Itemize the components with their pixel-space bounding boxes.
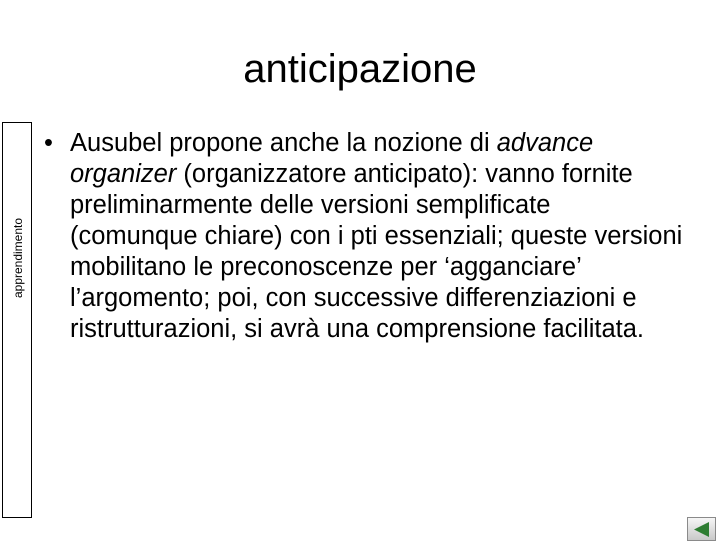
slide-body [44,128,684,345]
italic-term: advance organizer [70,129,594,188]
bullet-text [70,128,684,345]
bullet-text-rest: (organizzatore anticipato): vanno fornite preliminarmente delle versioni semplificate (comunque chiare) con i pti essenziali; queste versioni mobilitano le preconoscenze per ‘agganciare’ l’argomento; poi, con successive differenziazioni e ristrutturazioni, si avrà una comprensione facilitata. [70,160,683,343]
side-label-frame [2,122,32,518]
arrow-left-icon [692,521,712,538]
bullet-text-intro: Ausubel propone anche la nozione di [70,129,497,157]
slide-title: anticipazione [243,47,477,91]
side-label: apprendimento [11,217,25,299]
bullet-marker: • [44,129,53,157]
previous-slide-button[interactable] [687,517,716,541]
bullet-item [44,128,684,345]
